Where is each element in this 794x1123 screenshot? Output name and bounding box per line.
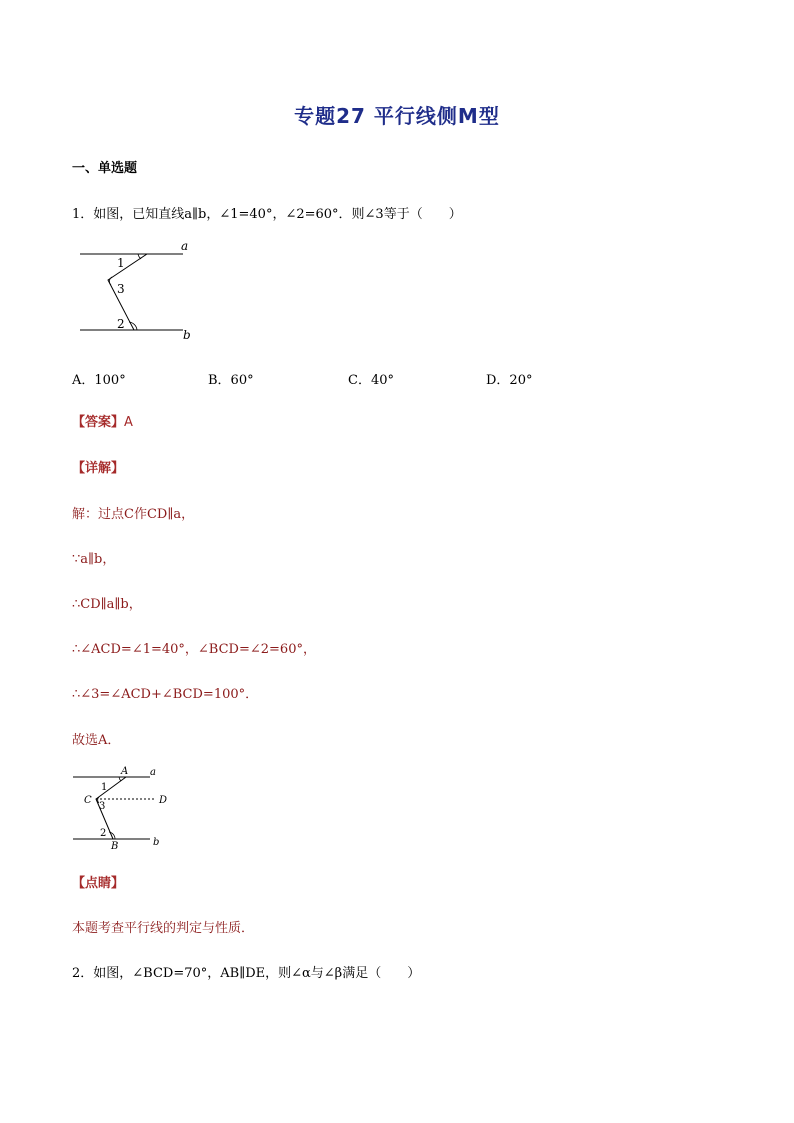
angle-2-label: 2 bbox=[100, 828, 107, 839]
label-a: a bbox=[181, 239, 189, 253]
angle-2-label: 2 bbox=[117, 317, 125, 331]
label-D: D bbox=[159, 795, 168, 806]
angle-1-label: 1 bbox=[117, 256, 125, 270]
angle-3-label: 3 bbox=[99, 801, 106, 812]
solution-line-4: ∴∠ACD=∠1=40°，∠BCD=∠2=60°， bbox=[72, 642, 316, 657]
page-title: 专题27 平行线侧M型 bbox=[294, 104, 500, 128]
label-b: b bbox=[183, 328, 191, 342]
label-C: C bbox=[84, 795, 92, 806]
answer-value: A bbox=[124, 415, 133, 430]
point-text: 本题考查平行线的判定与性质． bbox=[72, 921, 255, 936]
solution-line-6: 故选A． bbox=[72, 733, 121, 748]
answer-label: 【答案】 bbox=[72, 415, 125, 430]
solution-line-5: ∴∠3=∠ACD+∠BCD=100°． bbox=[72, 687, 259, 702]
question-1-figure bbox=[75, 236, 205, 344]
option-d: D．20° bbox=[486, 373, 533, 388]
point-heading: 【点睛】 bbox=[72, 876, 125, 891]
option-a: A．100° bbox=[72, 373, 126, 388]
option-c: C．40° bbox=[348, 373, 394, 388]
label-b: b bbox=[153, 837, 160, 848]
solution-line-1: 解：过点C作CD∥a， bbox=[72, 507, 195, 522]
zigzag bbox=[108, 254, 147, 330]
question-1-stem: 1．如图，已知直线a∥b，∠1=40°，∠2=60°．则∠3等于（ ） bbox=[72, 207, 462, 222]
angle-1-label: 1 bbox=[101, 782, 108, 793]
label-A: A bbox=[121, 766, 129, 777]
angle-3-label: 3 bbox=[117, 282, 125, 296]
label-B: B bbox=[111, 841, 119, 852]
detail-heading: 【详解】 bbox=[72, 461, 125, 476]
option-b: B．60° bbox=[208, 373, 254, 388]
question-2-stem: 2．如图，∠BCD=70°，AB∥DE，则∠α与∠β满足（ ） bbox=[72, 966, 421, 981]
section-heading: 一、单选题 bbox=[72, 161, 138, 176]
answer bbox=[72, 411, 133, 430]
solution-line-3: ∴CD∥a∥b， bbox=[72, 597, 142, 612]
solution-figure bbox=[68, 762, 168, 852]
label-a: a bbox=[150, 767, 156, 778]
solution-line-2: ∵a∥b， bbox=[72, 552, 116, 567]
